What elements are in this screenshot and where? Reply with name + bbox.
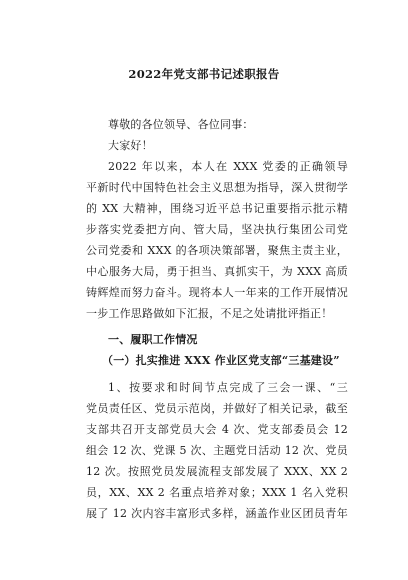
body-line: 12 次。按照党员发展流程支部发展了 XXX、XX 2: [86, 465, 348, 478]
salutation: 大家好！: [108, 139, 153, 152]
intro-line: 平新时代中国特色社会主义思想为指导，深入贯彻学: [86, 181, 348, 194]
intro-line: 公司党委和 XXX 的各项决策部署，聚焦主责主业，: [86, 244, 348, 257]
intro-line: 的 XX 大精神，围绕习近平总书记重要指示批示精: [86, 202, 348, 215]
body-line: 展了 12 次内容丰富形式多样，涵盖作业区团员青年: [86, 507, 348, 520]
intro-line: 铸辉煌而努力奋斗。现将本人一年来的工作开展情况: [86, 286, 348, 299]
body-line: 党员责任区、党员示范岗，并做好了相关记录，截至: [86, 402, 348, 415]
greeting: 尊敬的各位领导、各位同事：: [108, 118, 254, 131]
body-line: 组会 12 次、党课 5 次、主题党日活动 12 次、党员: [86, 444, 348, 457]
body-line: 支部共召开支部党员大会 4 次、党支部委员会 12: [86, 423, 348, 436]
section-heading: 一、履职工作情况: [108, 333, 198, 346]
body-line: 1、按要求和时间节点完成了三会一课、“三: [108, 381, 348, 394]
intro-line: 步落实党委把方向、管大局，坚决执行集团公司党: [86, 223, 348, 236]
intro-line: 2022 年以来，本人在 XXX 党委的正确领导: [108, 160, 348, 173]
intro-line: 一步工作思路做如下汇报，不足之处请批评指正！: [86, 307, 333, 320]
document-title: 2022年党支部书记述职报告: [128, 67, 280, 81]
subsection-heading: （一）扎实推进 XXX 作业区党支部“三基建设”: [102, 354, 340, 367]
body-line: 员，XX、XX 2 名重点培养对象；XXX 1 名入党积: [86, 486, 348, 499]
intro-line: 中心服务大局，勇于担当、真抓实干，为 XXX 高质: [86, 265, 348, 278]
